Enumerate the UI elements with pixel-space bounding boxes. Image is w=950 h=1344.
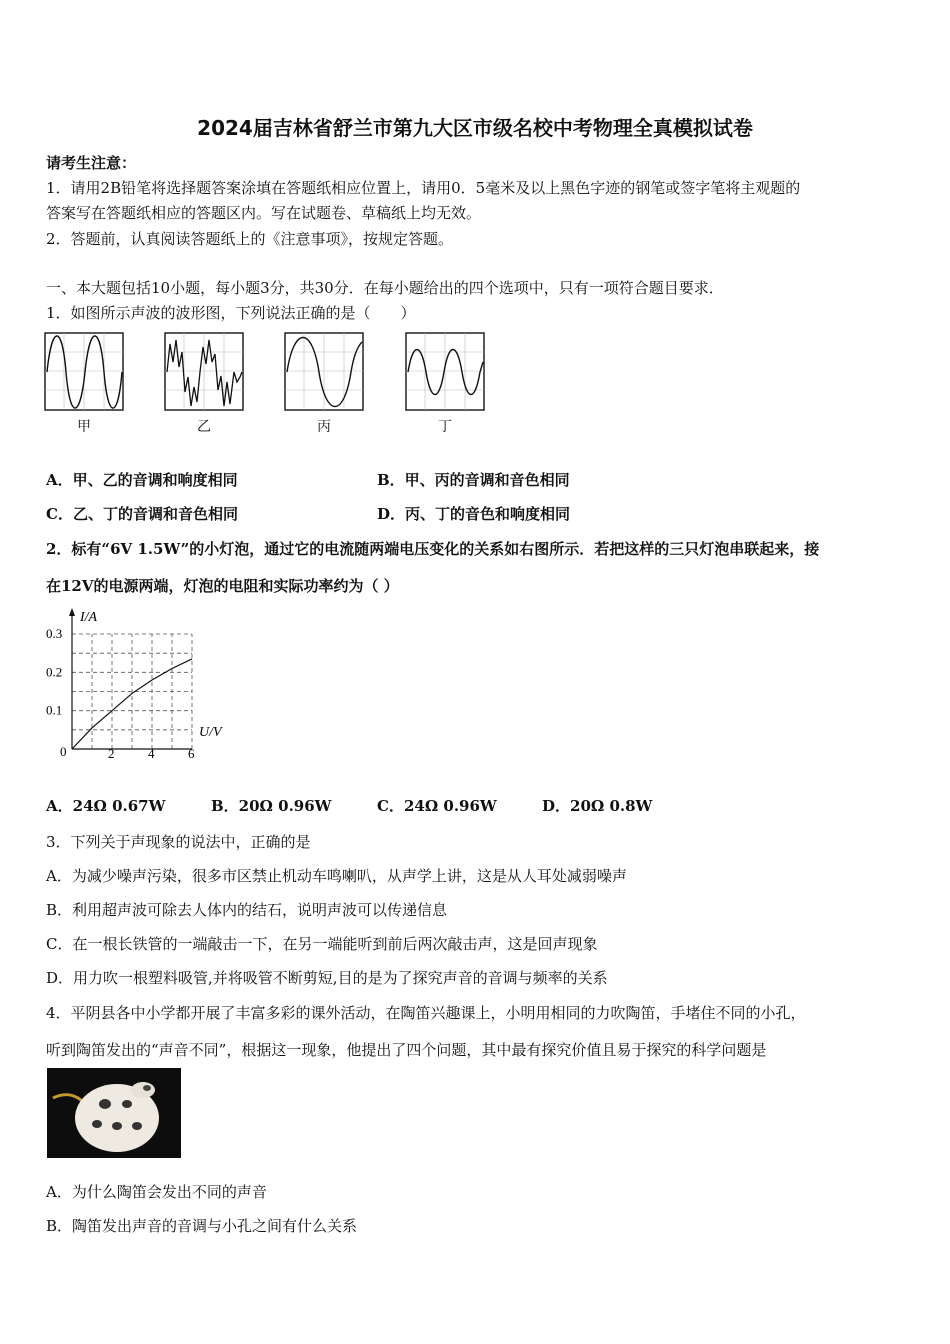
waveform-yi xyxy=(164,332,246,412)
q3-option-c: C．在一根长铁管的一端敲击一下，在另一端能听到前后两次敲击声，这是回声现象 xyxy=(46,935,598,953)
y-axis-arrow xyxy=(69,608,75,616)
notice-heading: 请考生注意： xyxy=(46,154,137,172)
x-tick-label: 6 xyxy=(188,746,195,761)
q1-option-b: B．甲、丙的音调和音色相同 xyxy=(377,471,570,489)
origin-label: 0 xyxy=(60,744,67,759)
q4-option-b: B．陶笛发出声音的音调与小孔之间有什么关系 xyxy=(46,1217,358,1235)
waveform-bing xyxy=(284,332,366,412)
q1-option-d: D．丙、丁的音色和响度相同 xyxy=(377,505,571,523)
q3-option-d: D．用力吹一根塑料吸管,并将吸管不断剪短,目的是为了探究声音的音调与频率的关系 xyxy=(46,969,608,987)
wave-label-ding: 丁 xyxy=(438,419,452,435)
q2-stem-b: 在12V的电源两端，灯泡的电阻和实际功率约为（ ） xyxy=(46,577,399,595)
section-heading: 一、本大题包括10小题，每小题3分，共30分．在每小题给出的四个选项中，只有一项符合题目要求． xyxy=(46,279,724,297)
x-axis-label: U/V xyxy=(199,725,222,740)
q2-option-a: A．24Ω 0.67W xyxy=(46,797,166,815)
x-tick-label: 4 xyxy=(148,746,155,761)
q4-stem-b: 听到陶笛发出的“声音不同”，根据这一现象，他提出了四个问题，其中最有探究价值且易于探究的科学问题是 xyxy=(46,1041,767,1059)
wave-label-jia: 甲 xyxy=(77,419,91,435)
y-tick-label: 0.1 xyxy=(46,702,63,718)
x-tick-label: 2 xyxy=(108,746,115,761)
q2-stem-a: 2．标有“6V 1.5W”的小灯泡，通过它的电流随两端电压变化的关系如右图所示．若把这样的三只灯泡串联起来，接 xyxy=(46,540,820,558)
q2-option-c: C．24Ω 0.96W xyxy=(377,797,497,815)
notice-item-2: 2．答题前，认真阅读答题纸上的《注意事项》，按规定答题。 xyxy=(46,230,454,248)
y-tick-label: 0.3 xyxy=(46,626,63,641)
q3-stem: 3．下列关于声现象的说法中，正确的是 xyxy=(46,833,311,851)
q1-stem: 1．如图所示声波的波形图，下列说法正确的是（ ） xyxy=(46,304,416,322)
page-title: 2024届吉林省舒兰市第九大区市级名校中考物理全真模拟试卷 xyxy=(197,116,753,140)
q4-option-a: A．为什么陶笛会发出不同的声音 xyxy=(46,1183,267,1201)
notice-item-1b: 答案写在答题纸相应的答题区内。写在试题卷、草稿纸上均无效。 xyxy=(46,204,482,222)
y-tick-label: 0.2 xyxy=(46,664,63,680)
iu-chart xyxy=(40,604,240,774)
y-axis-label: I/A xyxy=(80,610,98,625)
q2-option-d: D．20Ω 0.8W xyxy=(542,797,653,815)
waveform-jia xyxy=(44,332,126,412)
notice-item-1a: 1．请用2B铅笔将选择题答案涂填在答题纸相应位置上，请用0．5毫米及以上黑色字迹的钢笔或签字笔将主观题的 xyxy=(46,179,801,197)
q1-option-a: A．甲、乙的音调和响度相同 xyxy=(46,471,238,489)
q2-option-b: B．20Ω 0.96W xyxy=(211,797,332,815)
q4-stem-a: 4．平阴县各中小学都开展了丰富多彩的课外活动，在陶笛兴趣课上，小明用相同的力吹陶笛，手堵住不同的小孔， xyxy=(46,1004,806,1022)
wave-label-bing: 丙 xyxy=(317,419,331,435)
q3-option-b: B．利用超声波可除去人体内的结石，说明声波可以传递信息 xyxy=(46,901,448,919)
wave-label-yi: 乙 xyxy=(197,419,211,435)
q1-option-c: C．乙、丁的音调和音色相同 xyxy=(46,505,238,523)
q3-option-a: A．为减少噪声污染，很多市区禁止机动车鸣喇叭，从声学上讲，这是从人耳处减弱噪声 xyxy=(46,867,627,885)
waveform-ding xyxy=(405,332,487,412)
ocarina-photo xyxy=(47,1068,181,1158)
